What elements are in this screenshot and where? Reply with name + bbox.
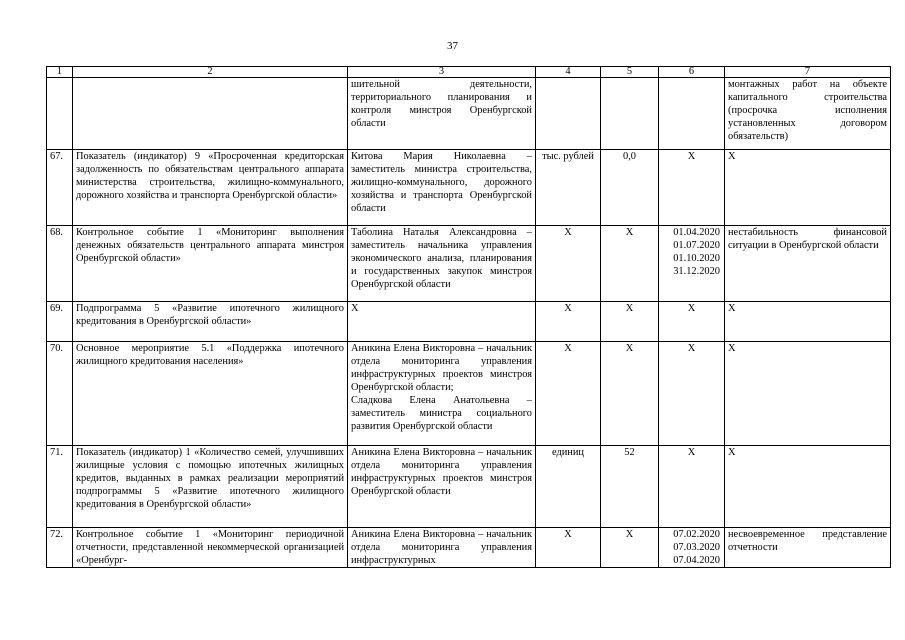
- unit-of-measure: X: [536, 226, 601, 302]
- completion-date: X: [659, 446, 725, 528]
- row-number: 68.: [47, 226, 73, 302]
- event-name: [73, 78, 348, 150]
- column-number: 3: [348, 67, 536, 78]
- planned-value: 52: [601, 446, 659, 528]
- responsible-person: Таболина Наталья Александровна – заместитель начальника управления экономического анализа, планирования и государственных закупок минстроя Оренбургской области: [348, 226, 536, 302]
- table-row: [47, 342, 891, 446]
- risk-description: X: [725, 302, 891, 342]
- event-name: Основное мероприятие 5.1 «Поддержка ипотечного жилищного кредитования населения»: [73, 342, 348, 446]
- unit-of-measure: X: [536, 302, 601, 342]
- responsible-person: X: [348, 302, 536, 342]
- unit-of-measure: тыс. рублей: [536, 150, 601, 226]
- column-number: 1: [47, 67, 73, 78]
- unit-of-measure: X: [536, 342, 601, 446]
- row-number: 67.: [47, 150, 73, 226]
- row-number: [47, 78, 73, 150]
- column-number: 2: [73, 67, 348, 78]
- planned-value: X: [601, 528, 659, 568]
- risk-description: нестабильность финансовой ситуации в Оренбургской области: [725, 226, 891, 302]
- implementation-plan-table: [46, 66, 891, 568]
- planned-value: [601, 78, 659, 150]
- table-row: [47, 446, 891, 528]
- responsible-person: Аникина Елена Викторовна – начальник отдела мониторинга управления инфраструктурных проектов минстроя Оренбургской области; Сладкова Елена Анатольевна – заместитель министра социального развития Оренбургской области: [348, 342, 536, 446]
- column-number-row: [47, 67, 891, 78]
- completion-date: X: [659, 342, 725, 446]
- planned-value: X: [601, 342, 659, 446]
- completion-date: 01.04.2020 01.07.2020 01.10.2020 31.12.2020: [659, 226, 725, 302]
- event-name: Показатель (индикатор) 1 «Количество семей, улучшивших жилищные условия с помощью ипотечных жилищных кредитов, выданных в рамках реализации мероприятий подпрограммы 5 «Развитие ипотечного жилищного кредитования в Оренбургской области»: [73, 446, 348, 528]
- column-number: 4: [536, 67, 601, 78]
- table-row: [47, 528, 891, 568]
- table-row: [47, 150, 891, 226]
- event-name: Подпрограмма 5 «Развитие ипотечного жилищного кредитования в Оренбургской области»: [73, 302, 348, 342]
- unit-of-measure: [536, 78, 601, 150]
- completion-date: [659, 78, 725, 150]
- row-number: 71.: [47, 446, 73, 528]
- responsible-person: Китова Мария Николаевна – заместитель министра строительства, жилищно-коммунального, дорожного хозяйства и транспорта Оренбургской области: [348, 150, 536, 226]
- page-number: 37: [447, 40, 458, 52]
- column-number: 7: [725, 67, 891, 78]
- planned-value: X: [601, 226, 659, 302]
- completion-date: 07.02.2020 07.03.2020 07.04.2020: [659, 528, 725, 568]
- completion-date: X: [659, 302, 725, 342]
- completion-date: X: [659, 150, 725, 226]
- risk-description: монтажных работ на объекте капитального строительства (просрочка исполнения установленных договором обязательств): [725, 78, 891, 150]
- row-number: 69.: [47, 302, 73, 342]
- risk-description: X: [725, 150, 891, 226]
- table-row: [47, 226, 891, 302]
- column-number: 5: [601, 67, 659, 78]
- column-number: 6: [659, 67, 725, 78]
- risk-description: X: [725, 446, 891, 528]
- responsible-person: шительной деятельности, территориального планирования и контроля минстроя Оренбургской области: [348, 78, 536, 150]
- table-row: [47, 302, 891, 342]
- risk-description: несвоевременное представление отчетности: [725, 528, 891, 568]
- row-number: 72.: [47, 528, 73, 568]
- unit-of-measure: X: [536, 528, 601, 568]
- event-name: Контрольное событие 1 «Мониторинг выполнения денежных обязательств центрального аппарата минстроя Оренбургской области»: [73, 226, 348, 302]
- responsible-person: Аникина Елена Викторовна – начальник отдела мониторинга управления инфраструктурных: [348, 528, 536, 568]
- unit-of-measure: единиц: [536, 446, 601, 528]
- row-number: 70.: [47, 342, 73, 446]
- event-name: Контрольное событие 1 «Мониторинг периодичной отчетности, представленной некоммерческой организацией «Оренбург-: [73, 528, 348, 568]
- responsible-person: Аникина Елена Викторовна – начальник отдела мониторинга управления инфраструктурных проектов минстроя Оренбургской области: [348, 446, 536, 528]
- planned-value: X: [601, 302, 659, 342]
- table-row: [47, 78, 891, 150]
- risk-description: X: [725, 342, 891, 446]
- planned-value: 0,0: [601, 150, 659, 226]
- event-name: Показатель (индикатор) 9 «Просроченная кредиторская задолженность по обязательствам центрального аппарата министерства строительства, жилищно-коммунального, дорожного хозяйства и транспорта Оренбургской области»: [73, 150, 348, 226]
